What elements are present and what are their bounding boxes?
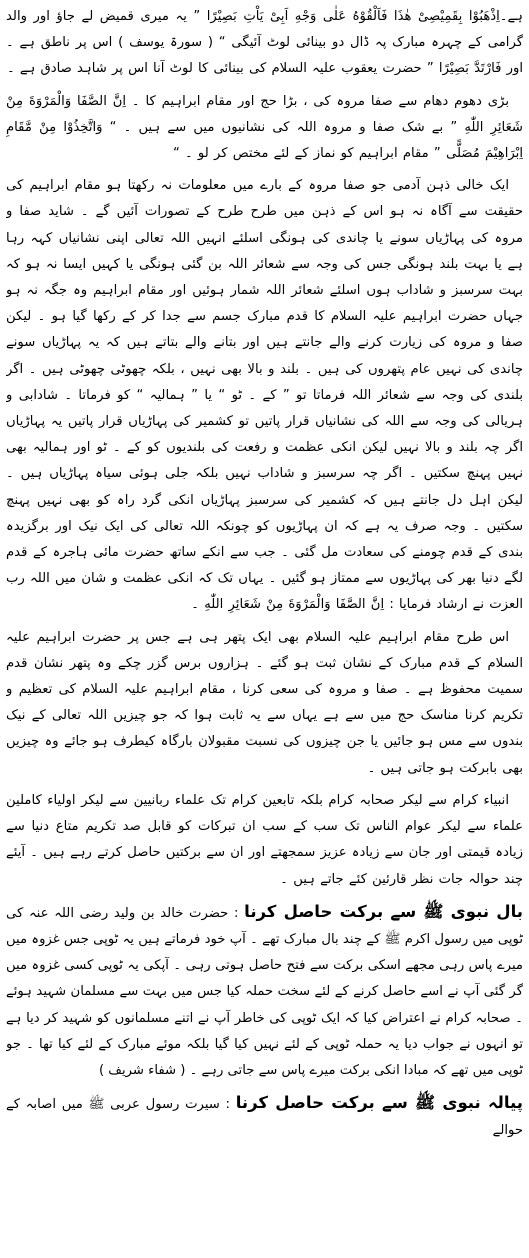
section-prophetic-hair: [6, 899, 523, 1084]
paragraph-yusuf-shirt: ہے۔اِذْهَبُوْا بِقَمِيْصِیْ هٰذَا فَاَلْقُوْهُ عَلٰی وَجْهِ اَبِیْ يَاْتِ بَصِيْرًا ” یہ میری قمیض لے جاؤ اور والد گرامی کے چہرہ مبارک پہ ڈال دو بینائی لوٹ آئیگی “ ( سورۃ یوسف ) اس پر ناطق ہے ۔ اور فَارْتَدَّ بَصِيْرًا ” حضرت یعقوب علیہ السلام کی بینائی کا لوٹ آنا اس پر شاہد صادق ہے ۔: [6, 9, 523, 77]
paragraph-safa-marwah-explanation: ایک خالی ذہن آدمی جو صفا مروہ کے بارے میں معلومات نہ رکھتا ہو مقام ابراہیم کی حقیقت سے آگاہ نہ ہو اس کے ذہن میں طرح طرح کے تصورات آئیں گے ۔ شاید صفا و مروہ کی پہاڑیاں سونے یا چاندی کی ہونگی اسلئے انہیں اللہ تعالی اپنی نشانیاں کہہ رہا ہے یا بہت بلند ہونگی جس کی وجہ سے شعائر اللہ بن گئی ہونگی یا کہیں ایسا نہ ہو کہ بہت سرسبز و شاداب ہوں اسلئے شعائر اللہ شمار ہوئیں اور مقام ابراہیم وہ جگہ نہ ہو جہاں حضرت ابراہیم علیہ السلام کا قدم مبارک جسم سے جدا کر کے رکھا گیا ہو ۔ لیکن صفا و مروہ کی زیارت کرنے والے جانتے ہیں اور بتانے والے بتاتے ہیں کہ یہ پہاڑیاں سونے چاندی کی نہیں عام پتھروں کی ہیں ۔ بلند و بالا بھی نہیں ، بلکہ چھوٹی چھوٹی ہیں ۔ اگر بلندی کی وجہ سے شعائر اللہ فرماتا تو ” کے ۔ ٹو “ یا ” ہمالیہ “ کو فرماتا ۔ شادابی و ہریالی کی وجہ سے اللہ کی نشانیاں قرار پاتیں تو کشمیر کی پہاڑیاں قرار پاتیں یہ پہاڑیاں اگر چہ بلند و بالا نہیں لیکن انکی عظمت و رفعت کی بلندیوں کو کے ۔ ٹو اور ہمالیہ بھی نہیں پہنچ سکتیں ۔ اگر چہ سرسبز و شاداب نہیں بلکہ جلی ہوئی سیاہ پہاڑیاں ہیں ۔ لیکن اہل دل جانتے ہیں کہ کشمیر کی سرسبز پہاڑیاں انکی گرد راہ کو بھی نہیں پہنچ سکتیں ۔ وجہ صرف یہ ہے کہ ان پہاڑیوں کو چونکہ اللہ تعالی کی ایک نیک اور برگزیدہ بندی کے قدم چومنے کی سعادت مل گئی ۔ جب سے انکے ساتھ حضرت مائی ہاجرہ کے قدم لگے دنیا بھر کی پہاڑیوں سے ممتاز ہو گئیں ۔ یہاں تک کہ انکی عظمت و شان میں اللہ رب العزت نے ارشاد فرمایا : اِنَّ الصَّفَا وَالْمَرْوَةَ مِنْ شَعَائِرِ اللّٰهِ ۔: [6, 178, 523, 613]
paragraph-safa-marwah-intro: بڑی دھوم دھام سے صفا مروہ کی ، بڑا حج اور مقام ابراہیم کا ۔ اِنَّ الصَّفَا وَالْمَرْوَةَ مِنْ شَعَائِرِ اللّٰهِ ” بے شک صفا و مروہ اللہ کی نشانیوں میں سے ہیں ۔ “ وَاتَّخِذُوْا مِنْ مَّقَامِ اِبْرَاهِيْمَ مُصَلًّی ” مقام ابراہیم کو نماز کے لئے مختص کر لو ۔ “: [6, 93, 523, 162]
paragraph-maqam-ibrahim: اس طرح مقام ابراہیم علیہ السلام بھی ایک پتھر ہی ہے جس پر حضرت ابراہیم علیہ السلام کے قدم مبارک کے نشان ثبت ہو گئے ۔ ہزاروں برس گزر چکے وہ پتھر نشان قدم سمیت محفوظ ہے ۔ صفا و مروہ کی سعی کرنا ، مقام ابراہیم علیہ السلام کی تعظیم و تکریم کرنا مناسک حج میں سے ہے یہاں سے یہ ثابت ہوا کہ جو چیزیں اللہ تعالی کے نیک بندوں سے مس ہو جائیں یا جن چیزوں کی نسبت مقبولان بارگاہ کیطرف ہو جائے وہ چیزیں بھی بابرکت ہو جاتی ہیں ۔: [6, 629, 523, 776]
section-body-prophetic-bowl: : سیرت رسول عربی ﷺ میں اصابہ کے حوالے: [6, 1097, 523, 1139]
section-heading-prophetic-bowl: پیالہ نبوی ﷺ سے برکت حاصل کرنا: [235, 1093, 523, 1113]
section-prophetic-bowl: [6, 1090, 523, 1144]
document-page: [6, 4, 523, 1254]
section-heading-prophetic-hair: بال نبوی ﷺ سے برکت حاصل کرنا: [244, 901, 523, 921]
paragraph-tabarrukat-summary: انبیاء کرام سے لیکر صحابہ کرام بلکہ تابعین کرام تک علماء ربانیین سے لیکر اولیاء کاملین علماء سے لیکر عوام الناس تک سب کے سب ان تبرکات کو قابل صد تکریم متاع دنیا سے زیادہ قیمتی اور جان سے زیادہ عزیز سمجھتے اور ان سے برکتیں حاصل کرتے رہے ہیں ۔ آیئے چند حوالہ جات نظر قارئین کئے جاتے ہیں ۔: [6, 792, 523, 887]
section-body-prophetic-hair: : حضرت خالد بن ولید رضی اللہ عنہ کی ٹوپی میں رسول اکرم ﷺ کے چند بال مبارک تھے ۔ آپ خود فرماتے ہیں یہ ٹوپی جس غزوہ میں میرے پاس رہی مجھے اسکی برکت سے فتح حاصل ہوتی رہی ۔ آپکی یہ ٹوپی کسی غزوہ میں گر گئی آپ نے اسے حاصل کرنے کے لئے سخت حملہ کیا جس میں بہت سے مسلمان شہید ہوئے ۔ صحابہ کرام نے اعتراض کیا کہ ایک ٹوپی کی خاطر آپ نے اتنے مسلمانوں کو شہید کر دیا ہے تو انہوں نے جواب دیا یہ حملہ ٹوپی کے لئے نہیں کیا گیا بلکہ موئے مبارک کے لئے کیا تھا ۔ جو ٹوپی میں تھے کہ مبادا انکی برکت میرے پاس سے جاتی رہے ۔ ( شفاء شریف ): [6, 905, 523, 1078]
